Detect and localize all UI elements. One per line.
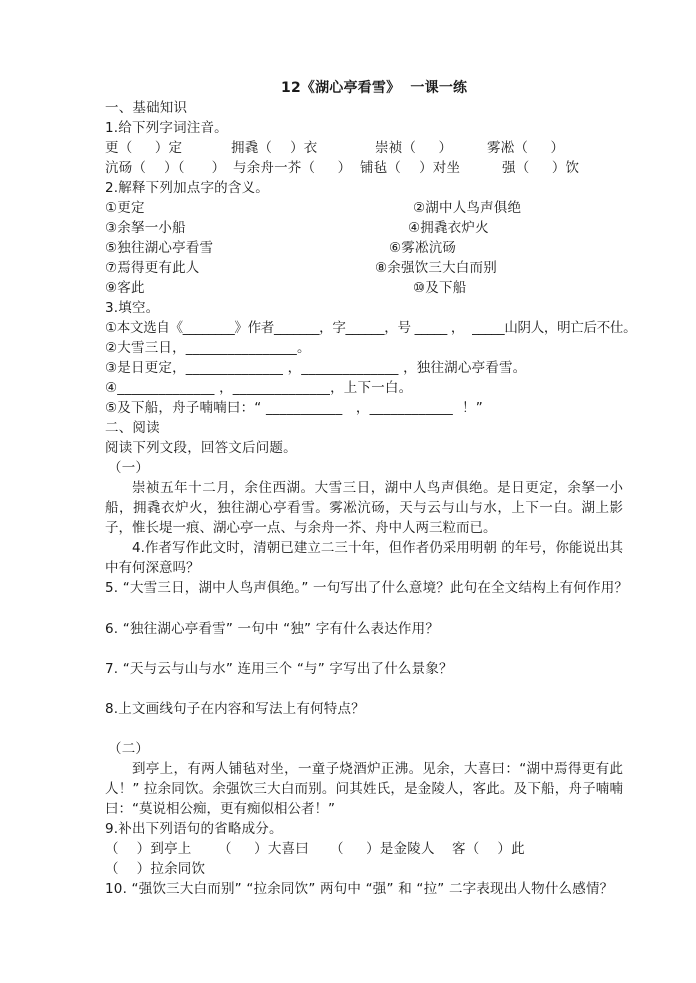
q1-item: 崇祯（ ） [375,140,453,156]
q2-item: ⑤独往湖心亭看雪 [105,240,214,256]
q3-line: ②大雪三日，________________。 [105,340,311,356]
section2-heading: 二、阅读 [105,420,160,436]
q2-item: ①更定 [105,200,145,216]
q1-item: 沆砀（ ）（ ） [105,160,226,176]
part1-label: （一） [108,460,150,476]
q9-item: （ ）是金陵人 [330,841,435,857]
q1-item: 铺毡（ ）对坐 [360,160,461,176]
question-5: 5. “大雪三日，湖中人鸟声俱绝。” 一句写出了什么意境？此句在全文结构上有何作用？ [105,580,629,596]
q2-item: ⑧余强饮三大白而别 [375,260,497,276]
q9-item: （ ）拉余同饮 [105,861,206,877]
page-title: 12《湖心亭看雪》 一课一练 [281,80,468,96]
q9-item: （ ）大喜曰 [218,841,309,857]
q2-item: ⑥雾凇沆砀 [389,240,457,256]
q1-item: 强（ ）饮 [502,160,580,176]
q1-item: 拥毳（ ）衣 [231,140,318,156]
question-8: 8.上文画线句子在内容和写法上有何特点？ [105,701,365,717]
q3-line: ④______________ ，______________，上下一白。 [105,380,413,396]
q3-line: ⑤及下船，舟子喃喃曰：“ ___________ ，____________ ！” [105,400,483,416]
question-10: 10. “强饮三大白而别” “拉余同饮” 两句中 “强” 和 “拉” 二字表现出人物什么感情？ [105,881,614,897]
q2-item: ⑩及下船 [413,280,467,296]
q2-item: ⑦焉得更有此人 [105,260,200,276]
part2-label: （二） [108,741,150,757]
q3-line: ①本文选自《________》作者_______，字______，号 _____ ， _____山阴人，明亡后不仕。 [105,320,637,336]
q1-item: 与余舟一芥（ ） [233,160,352,176]
part1-passage: 崇祯五年十二月，余住西湖。大雪三日，湖中人鸟声俱绝。是日更定，余拏一小船，拥毳衣炉火，独往湖心亭看雪。雾凇沆砀，天与云与山与水，上下一白。湖上影子，惟长堤一痕、湖心亭一点、与余舟一芥、舟中人两三粒而已。 [105,480,623,536]
q1-item: 雾凇（ ） [487,140,565,156]
question-7: 7. “天与云与山与水” 连用三个 “与” 字写出了什么景象？ [105,661,453,677]
q1-item: 更（ ）定 [105,140,183,156]
section2-intro: 阅读下列文段，回答文后问题。 [105,440,297,456]
question-6: 6. “独往湖心亭看雪” 一句中 “独” 字有什么表达作用？ [105,621,440,637]
q2-label: 2.解释下列加点字的含义。 [105,180,269,196]
q9-item: 客（ ）此 [452,841,525,857]
q3-label: 3.填空。 [105,300,160,316]
q2-item: ②湖中人鸟声俱绝 [413,200,522,216]
part2-passage: 到亭上，有两人铺毡对坐，一童子烧酒炉正沸。见余，大喜曰：“湖中焉得更有此人！” 拉余同饮。余强饮三大白而别。问其姓氏，是金陵人，客此。及下船，舟子喃喃曰：“莫说相公痴，更有痴似相公者！” [105,761,623,817]
q3-line: ③是日更定，______________ ，______________ ，独往湖心亭看雪。 [105,360,527,376]
q1-label: 1.给下列字词注音。 [105,120,228,136]
question-4: 4.作者写作此文时，清朝已建立二三十年，但作者仍采用明朝 的年号，你能说出其中有何深意吗？ [105,540,623,576]
q9-item: （ ）到亭上 [105,841,192,857]
q2-item: ④拥毳衣炉火 [408,220,489,236]
q9-label: 9.补出下列语句的省略成分。 [105,821,283,837]
q2-item: ③余拏一小船 [105,220,186,236]
q2-item: ⑨客此 [105,280,145,296]
section1-heading: 一、基础知识 [105,100,188,116]
